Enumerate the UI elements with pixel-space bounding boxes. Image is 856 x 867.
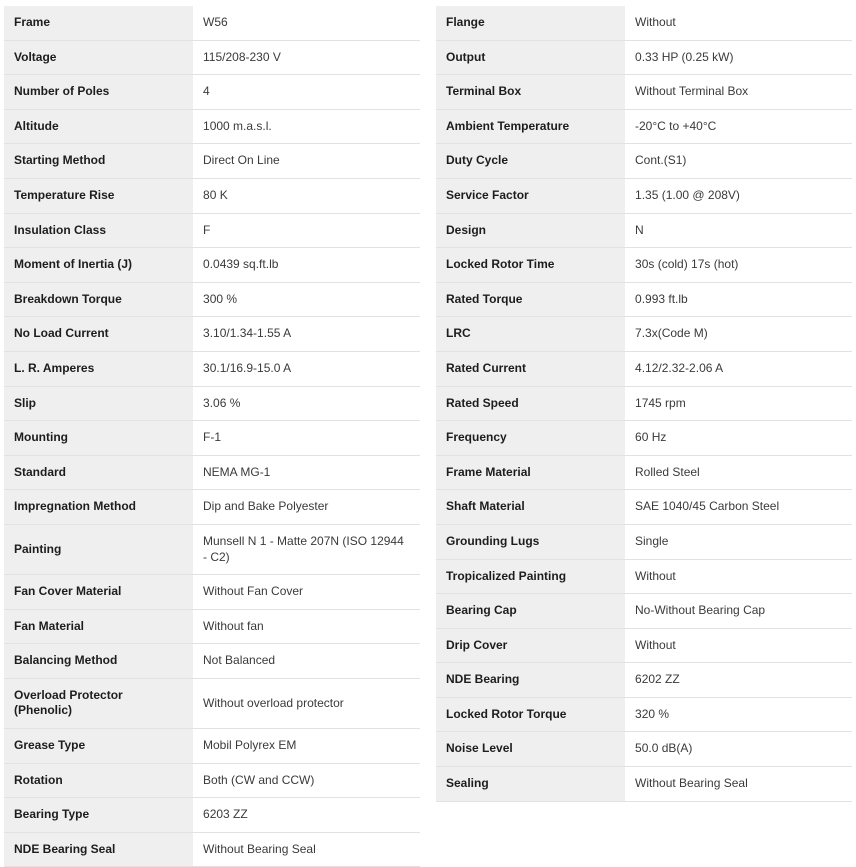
- spec-row-value: 3.06 %: [193, 386, 420, 421]
- spec-row-value: Both (CW and CCW): [193, 763, 420, 798]
- spec-row-value: W56: [193, 6, 420, 40]
- spec-row: [436, 178, 852, 213]
- spec-row: [436, 282, 852, 317]
- spec-row: [436, 144, 852, 179]
- spec-row-label: Impregnation Method: [4, 490, 193, 525]
- spec-row-label: Voltage: [4, 40, 193, 75]
- spec-row-value: Not Balanced: [193, 644, 420, 679]
- spec-row-label: Rated Torque: [436, 282, 625, 317]
- spec-row-label: Shaft Material: [436, 490, 625, 525]
- spec-row-value: 0.993 ft.lb: [625, 282, 852, 317]
- spec-row-value: Without: [625, 628, 852, 663]
- spec-row-value: 60 Hz: [625, 421, 852, 456]
- spec-row: [4, 609, 420, 644]
- spec-row-label: Balancing Method: [4, 644, 193, 679]
- spec-row-value: 1745 rpm: [625, 386, 852, 421]
- spec-row-value: Rolled Steel: [625, 455, 852, 490]
- spec-column-right: [428, 6, 856, 802]
- spec-row-value: Single: [625, 524, 852, 559]
- spec-row: [436, 594, 852, 629]
- spec-row-value: Without: [625, 6, 852, 40]
- spec-row: [4, 351, 420, 386]
- spec-row-value: Without Bearing Seal: [193, 832, 420, 867]
- spec-row: [4, 644, 420, 679]
- spec-row: [436, 386, 852, 421]
- spec-row: [436, 75, 852, 110]
- spec-table-left-body: [4, 6, 420, 867]
- spec-row: [4, 763, 420, 798]
- spec-row-value: NEMA MG-1: [193, 455, 420, 490]
- spec-row: [436, 248, 852, 283]
- spec-row-label: Frame Material: [436, 455, 625, 490]
- spec-row: [436, 109, 852, 144]
- spec-row-label: NDE Bearing: [436, 663, 625, 698]
- spec-row-label: Terminal Box: [436, 75, 625, 110]
- spec-table-right-body: [436, 6, 852, 801]
- spec-column-left: [0, 6, 428, 867]
- spec-table-right: [436, 6, 852, 802]
- spec-row: [436, 559, 852, 594]
- spec-row-label: Moment of Inertia (J): [4, 248, 193, 283]
- spec-table-left: [4, 6, 420, 867]
- spec-row-value: 4.12/2.32-2.06 A: [625, 351, 852, 386]
- spec-row-label: Ambient Temperature: [436, 109, 625, 144]
- spec-row-label: Bearing Cap: [436, 594, 625, 629]
- spec-row-label: LRC: [436, 317, 625, 352]
- spec-row-label: Tropicalized Painting: [436, 559, 625, 594]
- spec-row: [4, 678, 420, 728]
- spec-row: [4, 421, 420, 456]
- spec-row-label: Design: [436, 213, 625, 248]
- spec-row-value: 3.10/1.34-1.55 A: [193, 317, 420, 352]
- spec-row: [436, 732, 852, 767]
- spec-row-value: Without overload protector: [193, 678, 420, 728]
- spec-row-value: No-Without Bearing Cap: [625, 594, 852, 629]
- spec-row: [436, 697, 852, 732]
- spec-row-label: NDE Bearing Seal: [4, 832, 193, 867]
- spec-row: [4, 6, 420, 40]
- spec-row: [436, 663, 852, 698]
- spec-row-value: 80 K: [193, 178, 420, 213]
- spec-row-label: Rated Current: [436, 351, 625, 386]
- spec-row-label: Frequency: [436, 421, 625, 456]
- spec-row: [436, 6, 852, 40]
- spec-row-value: 6203 ZZ: [193, 798, 420, 833]
- spec-row: [4, 729, 420, 764]
- spec-row: [4, 575, 420, 610]
- spec-row: [4, 144, 420, 179]
- spec-row-value: 0.0439 sq.ft.lb: [193, 248, 420, 283]
- spec-row-label: Mounting: [4, 421, 193, 456]
- spec-row-label: Fan Cover Material: [4, 575, 193, 610]
- spec-row-label: Rated Speed: [436, 386, 625, 421]
- spec-row-label: Slip: [4, 386, 193, 421]
- spec-row: [436, 767, 852, 802]
- spec-row-value: Cont.(S1): [625, 144, 852, 179]
- spec-row-value: 30s (cold) 17s (hot): [625, 248, 852, 283]
- spec-row-label: Sealing: [436, 767, 625, 802]
- spec-row-value: 1000 m.a.s.l.: [193, 109, 420, 144]
- spec-row-value: Without: [625, 559, 852, 594]
- spec-row: [4, 282, 420, 317]
- spec-row: [436, 40, 852, 75]
- spec-row-label: Standard: [4, 455, 193, 490]
- spec-row-value: Without Fan Cover: [193, 575, 420, 610]
- spec-row-label: Number of Poles: [4, 75, 193, 110]
- spec-row-value: 30.1/16.9-15.0 A: [193, 351, 420, 386]
- spec-row-value: SAE 1040/45 Carbon Steel: [625, 490, 852, 525]
- spec-row-value: 115/208-230 V: [193, 40, 420, 75]
- spec-row-label: Locked Rotor Torque: [436, 697, 625, 732]
- spec-row-value: 6202 ZZ: [625, 663, 852, 698]
- spec-row-label: No Load Current: [4, 317, 193, 352]
- spec-row-value: 300 %: [193, 282, 420, 317]
- spec-row-label: Service Factor: [436, 178, 625, 213]
- spec-row-label: L. R. Amperes: [4, 351, 193, 386]
- spec-row-label: Altitude: [4, 109, 193, 144]
- spec-row-label: Noise Level: [436, 732, 625, 767]
- spec-row-value: N: [625, 213, 852, 248]
- spec-row-label: Breakdown Torque: [4, 282, 193, 317]
- spec-row-label: Duty Cycle: [436, 144, 625, 179]
- spec-row-label: Grease Type: [4, 729, 193, 764]
- spec-row-value: 0.33 HP (0.25 kW): [625, 40, 852, 75]
- spec-row-label: Locked Rotor Time: [436, 248, 625, 283]
- spec-row: [4, 832, 420, 867]
- spec-row-label: Starting Method: [4, 144, 193, 179]
- spec-row: [4, 317, 420, 352]
- spec-row-label: Output: [436, 40, 625, 75]
- spec-row-label: Grounding Lugs: [436, 524, 625, 559]
- spec-row-value: 320 %: [625, 697, 852, 732]
- spec-row: [436, 421, 852, 456]
- spec-row-value: 50.0 dB(A): [625, 732, 852, 767]
- spec-row: [436, 213, 852, 248]
- spec-row-label: Rotation: [4, 763, 193, 798]
- spec-row: [4, 386, 420, 421]
- spec-row-value: Without Bearing Seal: [625, 767, 852, 802]
- spec-row-label: Temperature Rise: [4, 178, 193, 213]
- spec-row-label: Bearing Type: [4, 798, 193, 833]
- spec-row: [436, 317, 852, 352]
- spec-row-value: Without Terminal Box: [625, 75, 852, 110]
- spec-row-value: 7.3x(Code M): [625, 317, 852, 352]
- spec-row-value: F: [193, 213, 420, 248]
- spec-row-label: Insulation Class: [4, 213, 193, 248]
- spec-row-value: Munsell N 1 - Matte 207N (ISO 12944 - C2): [193, 524, 420, 574]
- spec-row: [4, 798, 420, 833]
- spec-row-value: 1.35 (1.00 @ 208V): [625, 178, 852, 213]
- spec-row: [4, 109, 420, 144]
- spec-row-value: Dip and Bake Polyester: [193, 490, 420, 525]
- spec-row-label: Drip Cover: [436, 628, 625, 663]
- spec-row: [436, 351, 852, 386]
- spec-row-value: F-1: [193, 421, 420, 456]
- spec-row: [4, 455, 420, 490]
- spec-row-value: Without fan: [193, 609, 420, 644]
- spec-row: [4, 178, 420, 213]
- spec-row: [436, 490, 852, 525]
- spec-row-value: Mobil Polyrex EM: [193, 729, 420, 764]
- spec-row-value: 4: [193, 75, 420, 110]
- spec-row-value: -20°C to +40°C: [625, 109, 852, 144]
- spec-row-label: Frame: [4, 6, 193, 40]
- spec-row: [4, 213, 420, 248]
- spec-row: [436, 455, 852, 490]
- spec-row-label: Fan Material: [4, 609, 193, 644]
- spec-row-label: Painting: [4, 524, 193, 574]
- spec-row: [436, 524, 852, 559]
- spec-row: [4, 40, 420, 75]
- spec-row: [4, 248, 420, 283]
- spec-row: [436, 628, 852, 663]
- spec-row-label: Overload Protector (Phenolic): [4, 678, 193, 728]
- spec-row: [4, 490, 420, 525]
- spec-row-value: Direct On Line: [193, 144, 420, 179]
- spec-row: [4, 524, 420, 574]
- spec-row-label: Flange: [436, 6, 625, 40]
- spec-row: [4, 75, 420, 110]
